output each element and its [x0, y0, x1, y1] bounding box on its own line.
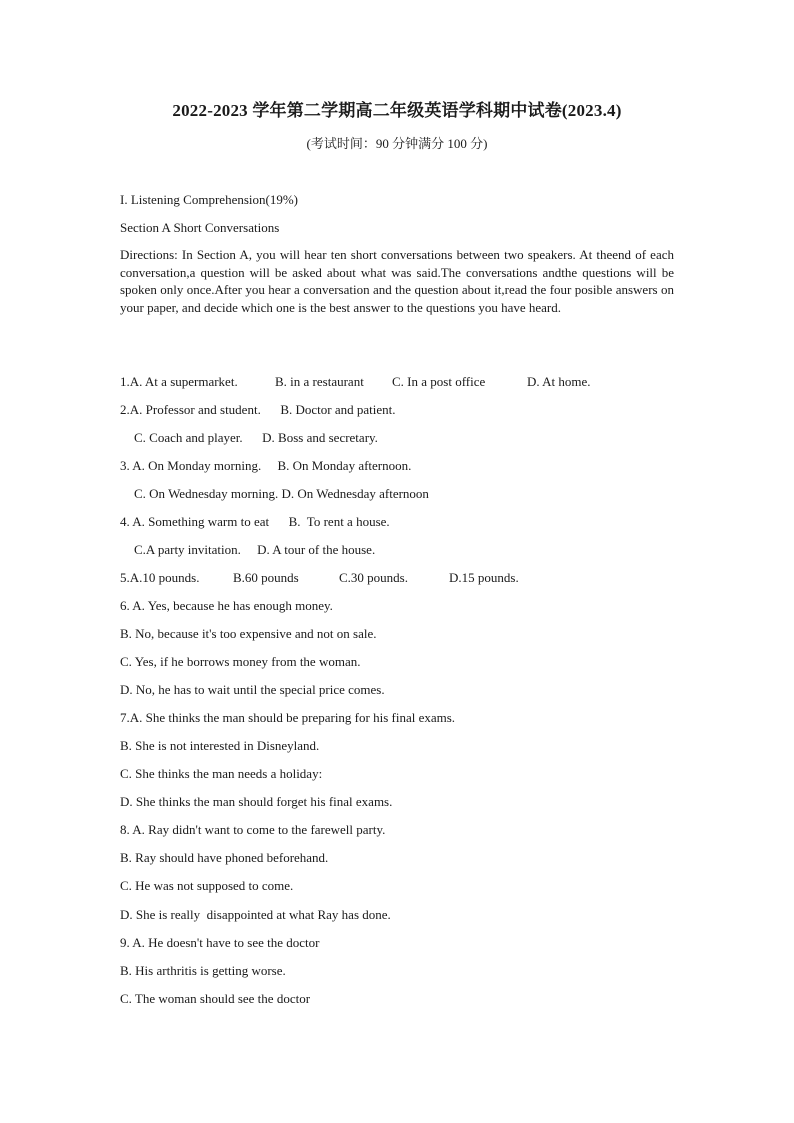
q6-option-a: 6. A. Yes, because he has enough money. [120, 598, 333, 613]
q6-option-b: B. No, because it's too expensive and not on sale. [120, 626, 377, 641]
q2-options-cd: C. Coach and player. D. Boss and secretary. [134, 430, 378, 445]
part-heading: I. Listening Comprehension(19%) [120, 192, 298, 207]
question-5 [120, 570, 519, 586]
q6-option-d: D. No, he has to wait until the special price comes. [120, 682, 385, 697]
q9-option-c: C. The woman should see the doctor [120, 991, 311, 1006]
q2-options-ab: 2.A. Professor and student. B. Doctor and patient. [120, 402, 396, 417]
q7-option-b: B. She is not interested in Disneyland. [120, 738, 320, 753]
q9-option-b: B. His arthritis is getting worse. [120, 963, 286, 978]
q5-option-a: 5.A.10 pounds. [120, 570, 200, 585]
q5-option-c: C.30 pounds. [339, 570, 408, 585]
q8-option-d: D. She is really disappointed at what Ray has done. [120, 907, 391, 922]
q4-options-cd: C.A party invitation. D. A tour of the house. [134, 542, 376, 557]
q5-option-b: B.60 pounds [233, 570, 299, 585]
q9-option-a: 9. A. He doesn't have to see the doctor [120, 935, 320, 950]
q4-options-ab: 4. A. Something warm to eat B. To rent a house. [120, 514, 390, 529]
directions-paragraph: Directions: In Section A, you will hear ten short conversations between two speakers. At theend of each conversation,a question will be asked about what was said.The conversations andthe questions will be spoken only once.After you hear a conversation and the question about it,read the four posible answers on your paper, and decide which one is the best answer to the questions you have heard. [120, 247, 674, 315]
q8-option-b: B. Ray should have phoned beforehand. [120, 850, 329, 865]
q5-option-d: D.15 pounds. [449, 570, 519, 585]
q3-options-ab: 3. A. On Monday morning. B. On Monday afternoon. [120, 458, 412, 473]
q7-option-a: 7.A. She thinks the man should be preparing for his final exams. [120, 710, 456, 725]
section-heading: Section A Short Conversations [120, 220, 280, 235]
q3-options-cd: C. On Wednesday morning. D. On Wednesday afternoon [134, 486, 429, 501]
q1-option-c: C. In a post office [392, 374, 486, 389]
q8-option-c: C. He was not supposed to come. [120, 878, 294, 893]
q8-option-a: 8. A. Ray didn't want to come to the farewell party. [120, 822, 386, 837]
q7-option-c: C. She thinks the man needs a holiday: [120, 766, 323, 781]
q1-option-a: 1.A. At a supermarket. [120, 374, 238, 389]
exam-subtitle: (考试时间：90 分钟满分 100 分) [306, 136, 488, 151]
q7-option-d: D. She thinks the man should forget his final exams. [120, 794, 393, 809]
exam-title: 2022-2023 学年第二学期高二年级英语学科期中试卷(2023.4) [172, 101, 622, 120]
question-1 [120, 374, 591, 390]
q1-option-b: B. in a restaurant [275, 374, 364, 389]
q1-option-d: D. At home. [527, 374, 591, 389]
q6-option-c: C. Yes, if he borrows money from the woman. [120, 654, 361, 669]
